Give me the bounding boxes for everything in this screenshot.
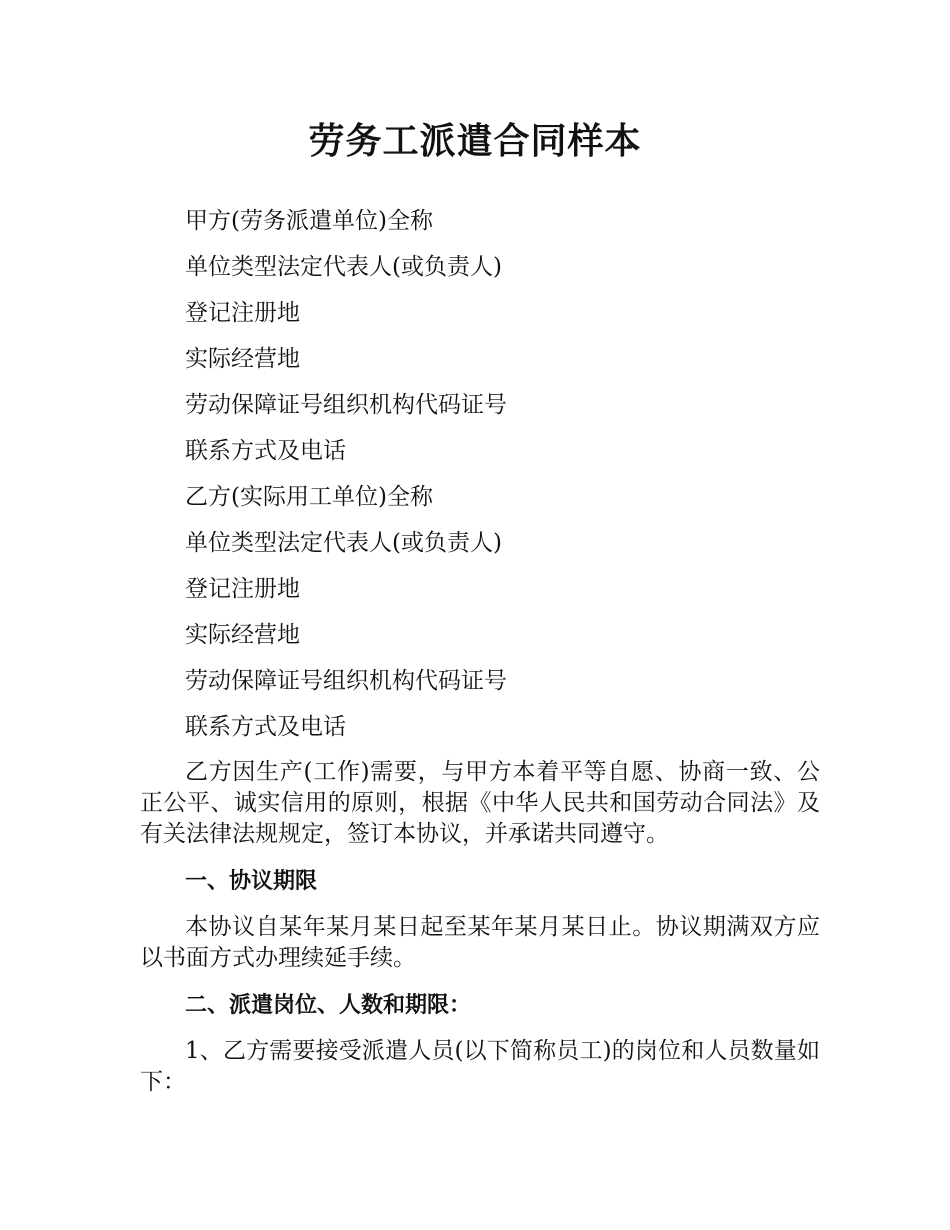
party-a-code-label: 劳动保障证号组织机构代码证号 xyxy=(185,392,507,418)
party-a-name-label: 甲方(劳务派遣单位)全称 xyxy=(185,208,433,234)
section-1-heading: 一、协议期限 xyxy=(185,869,318,894)
party-b-rep-label: 单位类型法定代表人(或负责人) xyxy=(185,530,502,556)
section-2-heading: 二、派遣岗位、人数和期限： xyxy=(185,993,472,1018)
preamble-paragraph: 乙方因生产(工作)需要，与甲方本着平等自愿、协商一致、公正公平、诚实信用的原则，根据《中华人民共和国劳动合同法》及有关法律法规规定，签订本协议，并承诺共同遵守。 xyxy=(140,759,820,847)
party-b-op-label: 实际经营地 xyxy=(185,622,300,648)
party-a-rep-label: 单位类型法定代表人(或负责人) xyxy=(185,254,502,280)
document-body xyxy=(140,198,820,1107)
document-title: 劳务工派遣合同样本 xyxy=(308,121,642,162)
party-a-reg-label: 登记注册地 xyxy=(185,300,300,326)
section-1-paragraph: 本协议自某年某月某日起至某年某月某日止。协议期满双方应以书面方式办理续延手续。 xyxy=(140,914,820,971)
party-b-code-label: 劳动保障证号组织机构代码证号 xyxy=(185,668,507,694)
section-2-item-1: 1、乙方需要接受派遣人员(以下简称员工)的岗位和人员数量如下： xyxy=(140,1038,820,1095)
party-a-contact-label: 联系方式及电话 xyxy=(185,438,346,464)
party-a-op-label: 实际经营地 xyxy=(185,346,300,372)
party-b-reg-label: 登记注册地 xyxy=(185,576,300,602)
party-b-name-label: 乙方(实际用工单位)全称 xyxy=(185,484,433,510)
party-b-contact-label: 联系方式及电话 xyxy=(185,714,346,740)
